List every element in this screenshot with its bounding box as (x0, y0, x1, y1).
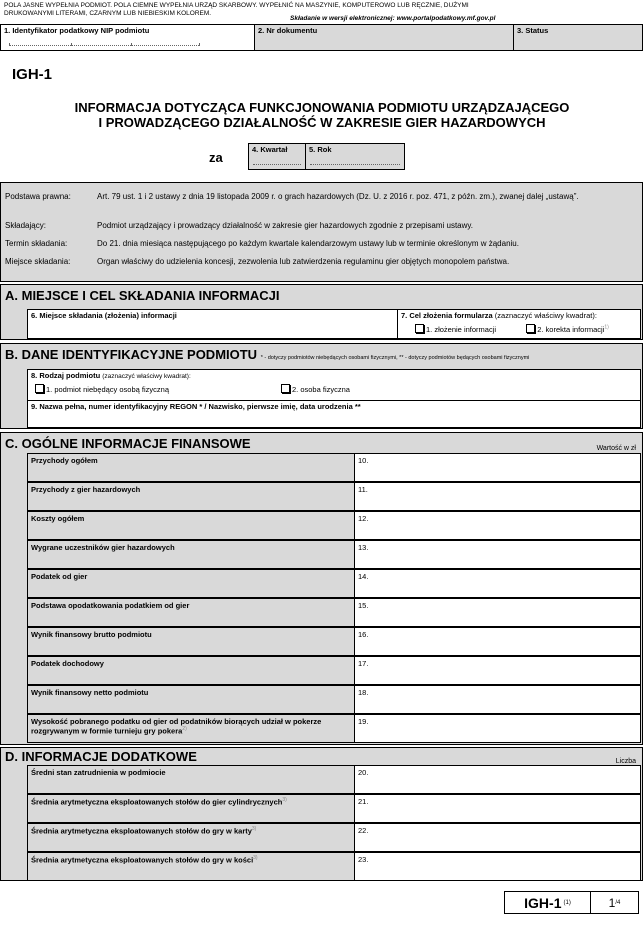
section-d (0, 747, 643, 881)
za-label: za (209, 150, 223, 165)
row-label-text: Średnia arytmetyczna eksploatowanych stołów do gry w kości (31, 855, 254, 865)
row-label (27, 656, 354, 685)
row-label-text: Podatek od gier (31, 572, 88, 581)
row-field-number: 16. (358, 630, 369, 639)
row-label (27, 627, 354, 656)
form-title-line2: I PROWADZĄCEGO DZIAŁALNOŚĆ W ZAKRESIE GIER HAZARDOWYCH (98, 115, 546, 130)
top-fields (0, 24, 643, 51)
table-row (27, 823, 641, 852)
purpose-correction-checkbox[interactable] (526, 324, 535, 333)
legal-info (0, 182, 643, 282)
quarter-field (249, 144, 306, 169)
entity-natural-person-label: 2. osoba fizyczna (292, 385, 350, 394)
row-field-number: 15. (358, 601, 369, 610)
document-number-field (255, 25, 514, 50)
row-label-text: Wysokość pobranego podatku od gier od podatników biorących udział w pokerze rozgrywanym w formie turnieju gry pokera (31, 717, 322, 736)
table-row (27, 627, 641, 656)
quarter-label: 4. Kwartał (252, 145, 288, 154)
section-c-unit: Wartość w zł (596, 445, 636, 452)
section-b (0, 343, 643, 429)
footer-page (591, 892, 638, 913)
form-title-line1: INFORMACJA DOTYCZĄCA FUNKCJONOWANIA PODMIOTU URZĄDZAJĄCEGO (74, 100, 570, 115)
status-label: 3. Status (517, 26, 549, 35)
row-value-field[interactable] (354, 714, 641, 743)
row-label-text: Średnia arytmetyczna eksploatowanych stołów do gier cylindrycznych (31, 797, 283, 807)
entity-name-field[interactable] (27, 400, 641, 428)
row-value-field[interactable] (354, 482, 641, 511)
row-value-field[interactable] (354, 852, 641, 881)
instructions-line2: DRUKOWANYMI LITERAMI, CZARNYM LUB NIEBIESKIM KOLOREM. (4, 9, 212, 17)
section-c (0, 432, 643, 745)
row-field-number: 14. (358, 572, 369, 581)
row-label (27, 540, 354, 569)
table-row (27, 714, 641, 743)
row-label-text: Podatek dochodowy (31, 659, 104, 668)
table-row (27, 453, 641, 482)
purpose-submit-label: 1. złożenie informacji (426, 325, 497, 334)
row-label (27, 852, 354, 881)
row-value-field[interactable] (354, 627, 641, 656)
row-value-field[interactable] (354, 823, 641, 852)
row-field-number: 18. (358, 688, 369, 697)
row-label-text: Wynik finansowy brutto podmiotu (31, 630, 152, 639)
table-row (27, 794, 641, 823)
table-row (27, 852, 641, 881)
row-field-number: 17. (358, 659, 369, 668)
row-label-text: Wynik finansowy netto podmiotu (31, 688, 149, 697)
period-fields (248, 143, 405, 170)
table-row (27, 511, 641, 540)
filer-label: Składający: (5, 221, 46, 230)
row-value-field[interactable] (354, 540, 641, 569)
legal-basis-label: Podstawa prawna: (5, 192, 71, 201)
purpose-submit-checkbox[interactable] (415, 324, 424, 333)
row-field-number: 23. (358, 855, 369, 864)
row-label (27, 598, 354, 627)
entity-legal-person-checkbox[interactable] (35, 384, 44, 393)
row-value-field[interactable] (354, 685, 641, 714)
table-row (27, 656, 641, 685)
row-field-number: 13. (358, 543, 369, 552)
section-d-unit: Liczba (615, 758, 636, 765)
electronic-filing-note: Składanie w wersji elektronicznej: www.portalpodatkowy.mf.gov.pl (290, 15, 496, 22)
filing-place-label: 6. Miejsce składania (złożenia) informacji (31, 311, 177, 320)
row-value-field[interactable] (354, 656, 641, 685)
row-label (27, 453, 354, 482)
year-field (306, 144, 404, 169)
footer-page-number: 1 (608, 895, 616, 910)
footer-code: IGH-1 (524, 894, 562, 911)
row-field-number: 21. (358, 797, 369, 806)
row-label (27, 569, 354, 598)
entity-legal-person-label: 1. podmiot niebędący osobą fizyczną (46, 385, 169, 394)
row-field-number: 12. (358, 514, 369, 523)
row-label-text: Wygrane uczestników gier hazardowych (31, 543, 175, 552)
row-value-field[interactable] (354, 765, 641, 794)
footer-page-total: /4 (615, 899, 621, 906)
table-row (27, 540, 641, 569)
row-field-number: 19. (358, 717, 369, 726)
purpose-correction-note: 1) (604, 324, 609, 331)
section-b-subtitle: * - dotyczy podmiotów niebędących osobami fizycznymi, ** - dotyczy podmiotów będących osobami fizycznymi (260, 355, 530, 361)
entity-type-label: 8. Rodzaj podmiotu (31, 371, 101, 380)
footer-version: (1) (563, 899, 571, 906)
section-a (0, 284, 643, 340)
row-footnote: 3) (251, 826, 257, 832)
row-value-field[interactable] (354, 794, 641, 823)
row-field-number: 22. (358, 826, 369, 835)
row-value-field[interactable] (354, 453, 641, 482)
row-label (27, 823, 354, 852)
page-footer (504, 891, 639, 914)
row-label (27, 765, 354, 794)
row-footnote: 3) (282, 797, 287, 803)
table-row (27, 765, 641, 794)
entity-natural-person-checkbox[interactable] (281, 384, 290, 393)
section-b-title: B. DANE IDENTYFIKACYJNE PODMIOTU (5, 347, 258, 362)
purpose-field (397, 309, 641, 339)
deadline-label: Termin składania: (5, 239, 68, 248)
row-label (27, 511, 354, 540)
status-field (514, 25, 642, 50)
row-value-field[interactable] (354, 569, 641, 598)
section-c-title: C. OGÓLNE INFORMACJE FINANSOWE (5, 436, 251, 451)
row-field-number: 20. (358, 768, 369, 777)
entity-type-field (27, 369, 641, 401)
row-label (27, 714, 354, 743)
section-a-title: A. MIEJSCE I CEL SKŁADANIA INFORMACJI (5, 288, 280, 303)
place-label: Miejsce składania: (5, 257, 71, 266)
table-row (27, 685, 641, 714)
nip-field[interactable] (1, 25, 255, 50)
row-footnote: 3) (253, 855, 258, 861)
entity-name-label: 9. Nazwa pełna, numer identyfikacyjny REGON * / Nazwisko, pierwsze imię, data urodzenia ** (31, 402, 361, 411)
year-label: 5. Rok (309, 145, 332, 154)
table-row (27, 598, 641, 627)
row-label (27, 685, 354, 714)
filing-place-field[interactable] (27, 309, 398, 339)
footer-form-code (505, 892, 591, 913)
purpose-hint: (zaznaczyć właściwy kwadrat): (494, 311, 597, 320)
row-field-number: 11. (358, 485, 368, 494)
row-label-text: Koszty ogółem (31, 514, 85, 523)
row-footnote: 2) (182, 726, 187, 732)
row-label-text: Średni stan zatrudnienia w podmiocie (31, 768, 166, 777)
legal-basis-text: Art. 79 ust. 1 i 2 ustawy z dnia 19 listopada 2009 r. o grach hazardowych (Dz. U. z 2016 r. poz. 471, z późn. zm.), zwanej dalej „ustawą”. (97, 192, 579, 201)
row-label-text: Przychody ogółem (31, 456, 98, 465)
row-field-number: 10. (358, 456, 369, 465)
entity-type-hint: (zaznaczyć właściwy kwadrat): (102, 373, 191, 380)
form-code: IGH-1 (12, 66, 53, 83)
row-value-field[interactable] (354, 598, 641, 627)
row-label-text: Średnia arytmetyczna eksploatowanych stołów do gry w karty (31, 826, 252, 836)
filer-text: Podmiot urządzający i prowadzący działalność w zakresie gier hazardowych zgodnie z przepisami ustawy. (97, 221, 474, 230)
table-row (27, 482, 641, 511)
row-label (27, 794, 354, 823)
purpose-correction-label: 2. korekta informacji (537, 325, 605, 334)
row-label (27, 482, 354, 511)
purpose-label: 7. Cel złożenia formularza (401, 311, 493, 320)
row-label-text: Podstawa opodatkowania podatkiem od gier (31, 601, 190, 610)
section-b-title-wrap (5, 347, 529, 362)
row-label-text: Przychody z gier hazardowych (31, 485, 141, 494)
nip-label: 1. Identyfikator podatkowy NIP podmiotu (4, 26, 150, 35)
row-value-field[interactable] (354, 511, 641, 540)
instructions-line1: POLA JASNE WYPEŁNIA PODMIOT. POLA CIEMNE WYPEŁNIA URZĄD SKARBOWY. WYPEŁNIĆ NA MASZYNIE, KOMPUTEROWO LUB RĘCZNIE, DUŻYMI (4, 2, 469, 9)
form-title (0, 100, 644, 130)
section-d-title: D. INFORMACJE DODATKOWE (5, 749, 197, 764)
deadline-text: Do 21. dnia miesiąca następującego po każdym kwartale kalendarzowym ustawy lub w terminie określonym w żądaniu. (97, 239, 519, 248)
table-row (27, 569, 641, 598)
place-text: Organ właściwy do udzielenia koncesji, zezwolenia lub zatwierdzenia regulaminu gier objętych monopolem państwa. (97, 257, 510, 266)
document-number-label: 2. Nr dokumentu (258, 26, 318, 35)
